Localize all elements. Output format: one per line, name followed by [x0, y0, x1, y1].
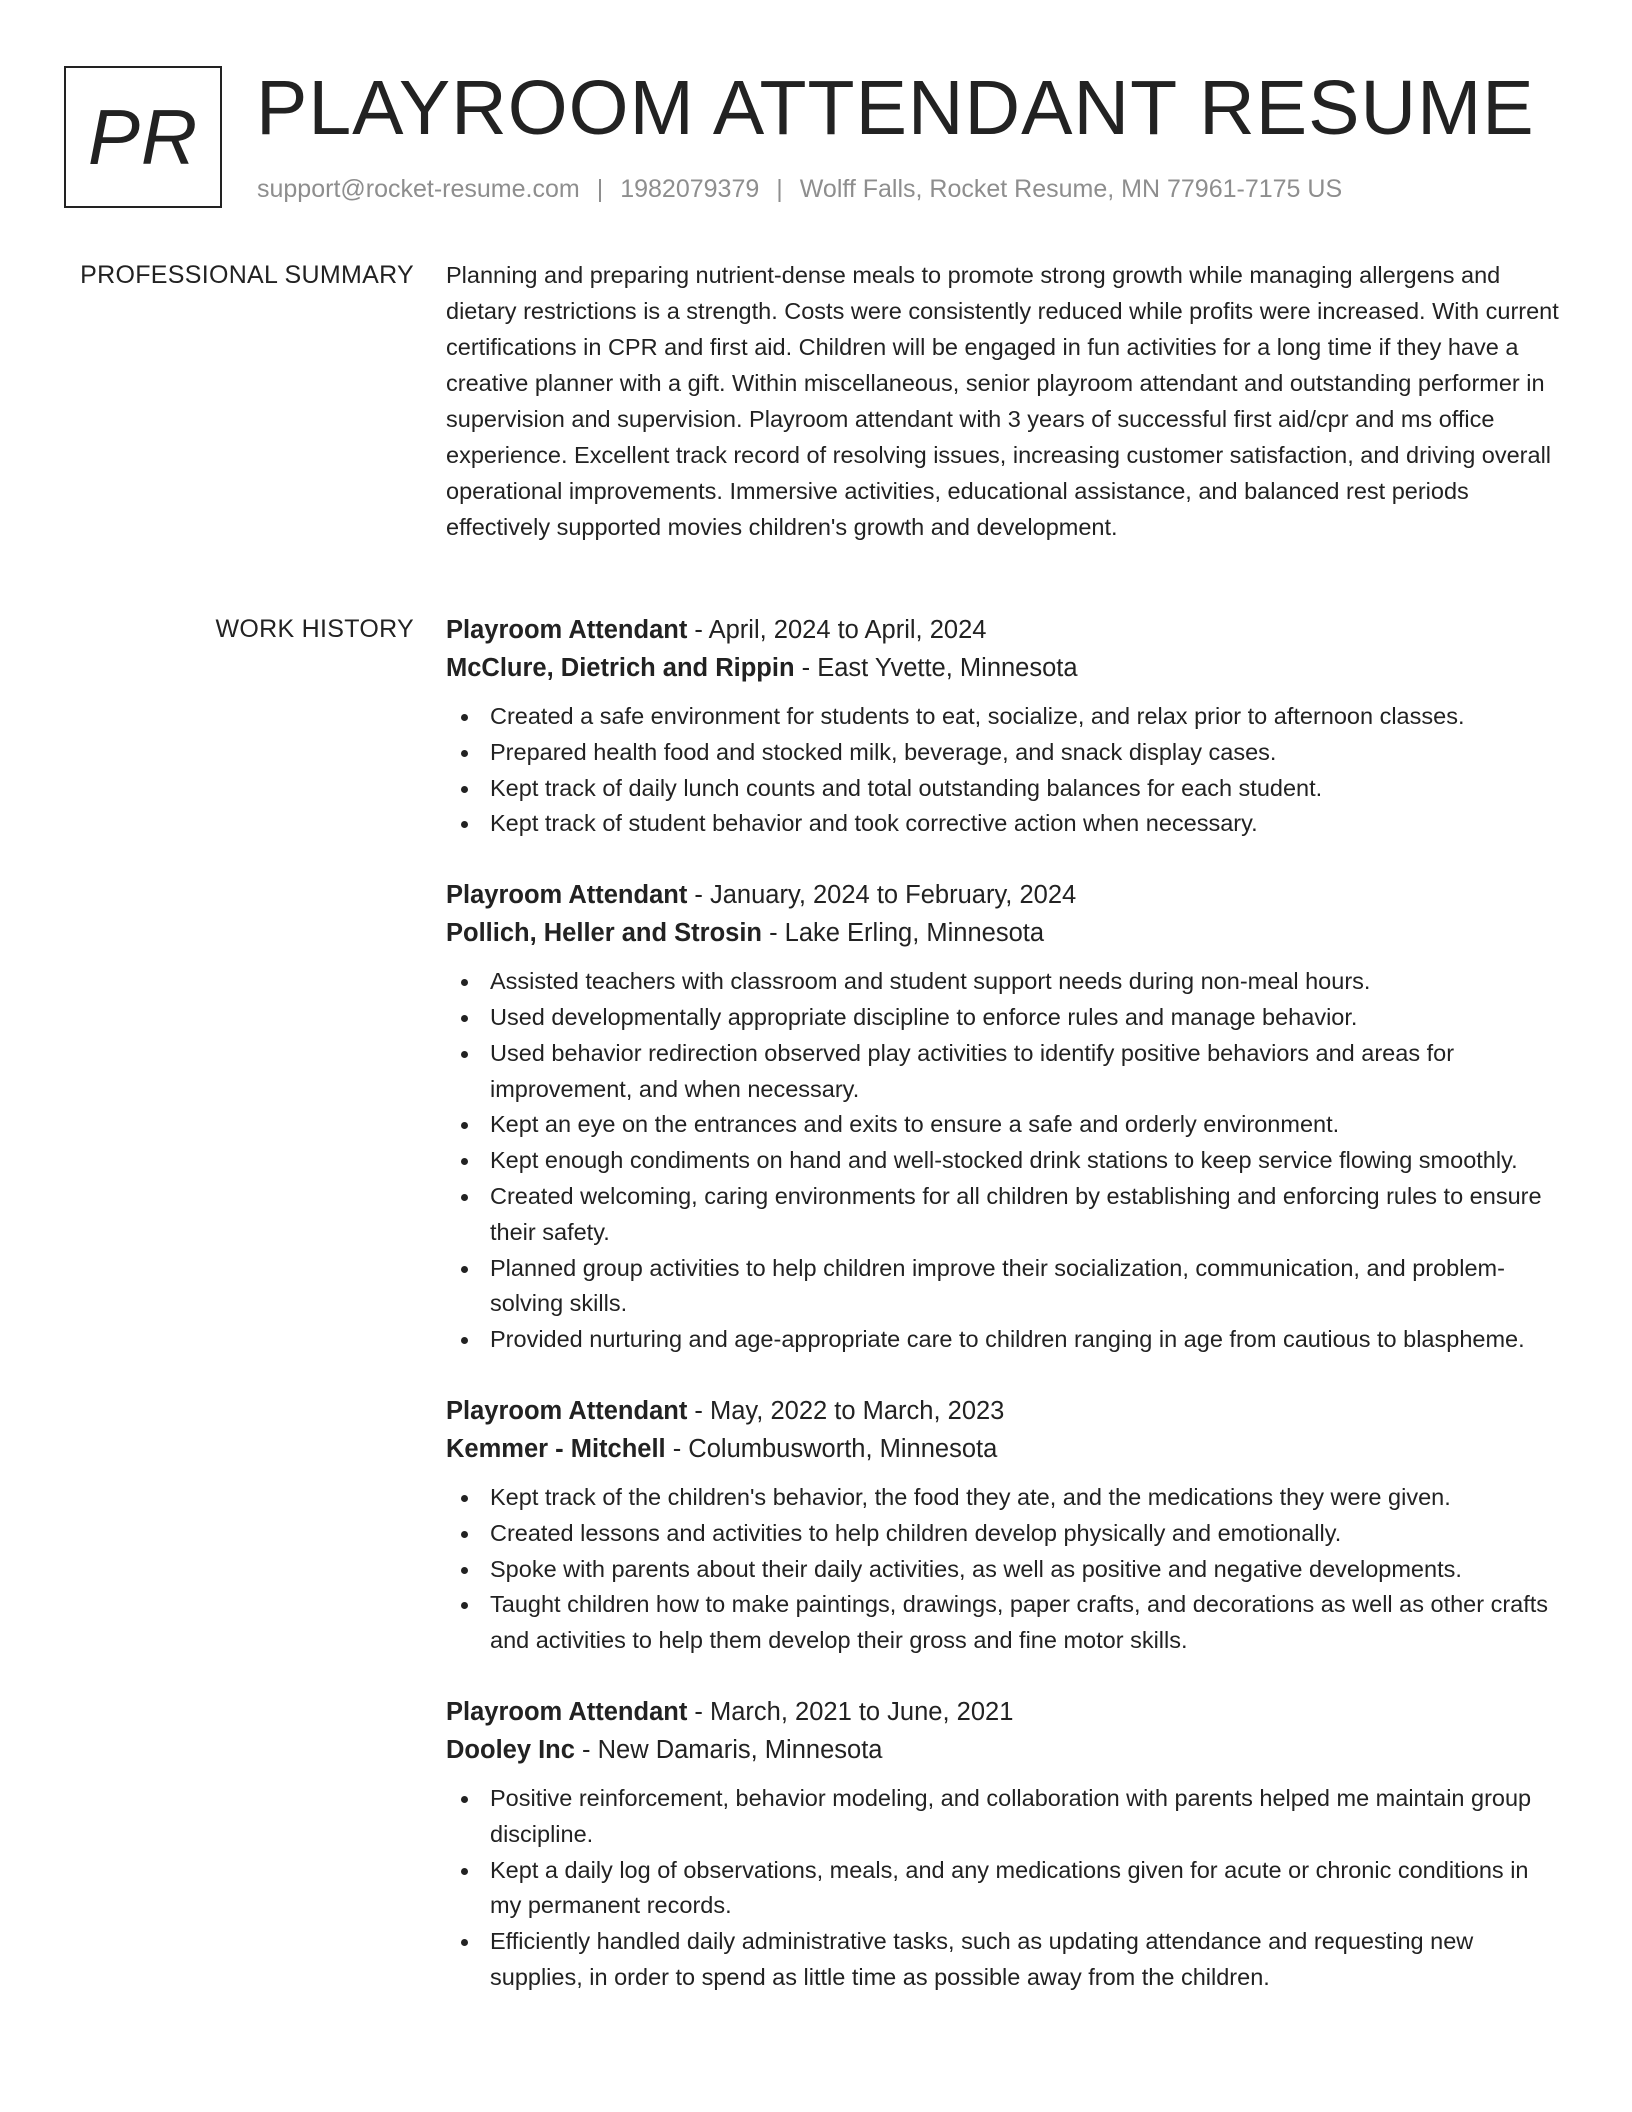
list-item	[446, 1107, 1566, 1143]
job-company-line	[446, 649, 1566, 687]
list-item	[446, 1587, 1566, 1659]
list-item	[446, 1322, 1566, 1358]
job-company: Pollich, Heller and Strosin	[446, 919, 762, 948]
bullet-text: Positive reinforcement, behavior modeling, and collaboration with parents helped me maintain group discipline.	[490, 1784, 1532, 1847]
job-location: - Columbusworth, Minnesota	[665, 1434, 998, 1463]
bullet-icon	[461, 1337, 468, 1344]
section-label-summary: PROFESSIONAL SUMMARY	[80, 261, 414, 289]
bullet-text: Planned group activities to help children improve their socialization, communication, and problem-solving skills.	[490, 1254, 1505, 1317]
job-dates: - January, 2024 to February, 2024	[687, 881, 1077, 910]
list-item	[446, 1853, 1566, 1925]
bullet-text: Kept track of the children's behavior, the food they ate, and the medications they were given.	[490, 1483, 1451, 1510]
job-bullet-list	[446, 699, 1566, 842]
page-title: PLAYROOM ATTENDANT RESUME	[256, 65, 1535, 151]
bullet-icon	[461, 1194, 468, 1201]
bullet-text: Spoke with parents about their daily activities, as well as positive and negative developments.	[490, 1555, 1462, 1582]
bullet-icon	[461, 1495, 468, 1502]
job-title: Playroom Attendant	[446, 881, 688, 910]
bullet-text: Used developmentally appropriate discipline to enforce rules and manage behavior.	[490, 1003, 1358, 1030]
bullet-icon	[461, 1158, 468, 1165]
bullet-text: Taught children how to make paintings, drawings, paper crafts, and decorations as well as other crafts and activities to help them develop their gross and fine motor skills.	[490, 1591, 1549, 1654]
bullet-icon	[461, 1531, 468, 1538]
job-company-line	[446, 1731, 1566, 1769]
job-title-line	[446, 611, 1566, 649]
job-company: Kemmer - Mitchell	[446, 1434, 666, 1463]
bullet-text: Kept enough condiments on hand and well-stocked drink stations to keep service flowing smoothly.	[490, 1147, 1518, 1174]
section-label-work-history: WORK HISTORY	[215, 615, 414, 643]
contact-separator: |	[776, 175, 783, 203]
list-item	[446, 771, 1566, 807]
list-item	[446, 806, 1566, 842]
bullet-text: Kept a daily log of observations, meals, and any medications given for acute or chronic conditions in my permanent records.	[490, 1856, 1529, 1919]
bullet-icon	[461, 714, 468, 721]
bullet-text: Kept track of daily lunch counts and total outstanding balances for each student.	[490, 774, 1323, 801]
list-item	[446, 1143, 1566, 1179]
list-item	[446, 735, 1566, 771]
job-list	[446, 611, 1566, 2030]
job-entry	[446, 876, 1566, 1358]
job-title-line	[446, 876, 1566, 914]
bullet-text: Used behavior redirection observed play activities to identify positive behaviors and areas for improvement, and when necessary.	[490, 1039, 1455, 1102]
list-item	[446, 1179, 1566, 1251]
list-item	[446, 1924, 1566, 1996]
list-item	[446, 1036, 1566, 1108]
job-title: Playroom Attendant	[446, 1396, 688, 1425]
contact-line	[257, 172, 1342, 206]
job-company-line	[446, 914, 1566, 952]
list-item	[446, 964, 1566, 1000]
bullet-icon	[461, 1266, 468, 1273]
job-title: Playroom Attendant	[446, 1697, 688, 1726]
job-title-line	[446, 1392, 1566, 1430]
job-bullet-list	[446, 1781, 1566, 1996]
bullet-icon	[461, 1122, 468, 1129]
job-dates: - March, 2021 to June, 2021	[687, 1697, 1014, 1726]
bullet-icon	[461, 1939, 468, 1946]
list-item	[446, 1480, 1566, 1516]
bullet-text: Efficiently handled daily administrative tasks, such as updating attendance and requesting new supplies, in order to spend as little time as possible away from the children.	[490, 1928, 1474, 1990]
bullet-text: Prepared health food and stocked milk, beverage, and snack display cases.	[490, 738, 1277, 765]
bullet-icon	[461, 821, 468, 828]
bullet-text: Provided nurturing and age-appropriate care to children ranging in age from cautious to blaspheme.	[490, 1326, 1525, 1353]
list-item	[446, 699, 1566, 735]
contact-email: support@rocket-resume.com	[257, 175, 580, 203]
job-title-line	[446, 1693, 1566, 1731]
bullet-text: Assisted teachers with classroom and student support needs during non-meal hours.	[490, 968, 1371, 995]
bullet-icon	[461, 1015, 468, 1022]
bullet-text: Kept an eye on the entrances and exits to ensure a safe and orderly environment.	[490, 1111, 1340, 1138]
list-item	[446, 1552, 1566, 1588]
list-item	[446, 1781, 1566, 1853]
contact-separator: |	[596, 175, 604, 203]
resume-header	[64, 66, 1568, 216]
job-entry	[446, 1693, 1566, 1996]
job-dates: - April, 2024 to April, 2024	[687, 616, 987, 644]
bullet-icon	[461, 750, 468, 757]
bullet-icon	[461, 1567, 468, 1574]
bullet-text: Created lessons and activities to help children develop physically and emotionally.	[490, 1519, 1342, 1546]
job-location: - East Yvette, Minnesota	[794, 654, 1078, 682]
bullet-icon	[461, 786, 468, 793]
job-company: McClure, Dietrich and Rippin	[446, 654, 795, 682]
job-bullet-list	[446, 964, 1566, 1358]
bullet-text: Created welcoming, caring environments for all children by establishing and enforcing rules to ensure their safety.	[490, 1182, 1542, 1245]
bullet-icon	[461, 1602, 468, 1609]
job-bullet-list	[446, 1480, 1566, 1659]
bullet-text: Created a safe environment for students to eat, socialize, and relax prior to afternoon classes.	[490, 703, 1465, 729]
job-location: - Lake Erling, Minnesota	[762, 919, 1045, 948]
contact-address: Wolff Falls, Rocket Resume, MN 77961-7175 US	[799, 175, 1343, 203]
job-location: - New Damaris, Minnesota	[574, 1735, 883, 1764]
list-item	[446, 1516, 1566, 1552]
bullet-icon	[461, 1051, 468, 1058]
job-entry	[446, 1392, 1566, 1659]
bullet-icon	[461, 979, 468, 986]
monogram-logo: PR	[64, 66, 222, 208]
summary-text: Planning and preparing nutrient-dense meals to promote strong growth while managing allergens and dietary restrictions is a strength. Costs were consistently reduced while profits were increased. With current certifications in CPR and first aid. Children will be engaged in fun activities for a long time if they have a creative planner with a gift. Within miscellaneous, senior playroom attendant and outstanding performer in supervision and supervision. Playroom attendant with 3 years of successful first aid/cpr and ms office experience. Excellent track record of resolving issues, increasing customer satisfaction, and driving overall operational improvements. Immersive activities, educational assistance, and balanced rest periods effectively supported movies children's growth and development.	[446, 262, 1559, 540]
job-dates: - May, 2022 to March, 2023	[687, 1396, 1005, 1425]
bullet-icon	[461, 1796, 468, 1803]
list-item	[446, 1251, 1566, 1323]
job-title: Playroom Attendant	[446, 616, 688, 644]
bullet-text: Kept track of student behavior and took corrective action when necessary.	[490, 810, 1258, 837]
job-company: Dooley Inc	[446, 1735, 575, 1764]
job-company-line	[446, 1430, 1566, 1468]
contact-phone: 1982079379	[620, 175, 760, 203]
list-item	[446, 1000, 1566, 1036]
job-entry	[446, 611, 1566, 842]
bullet-icon	[461, 1868, 468, 1875]
